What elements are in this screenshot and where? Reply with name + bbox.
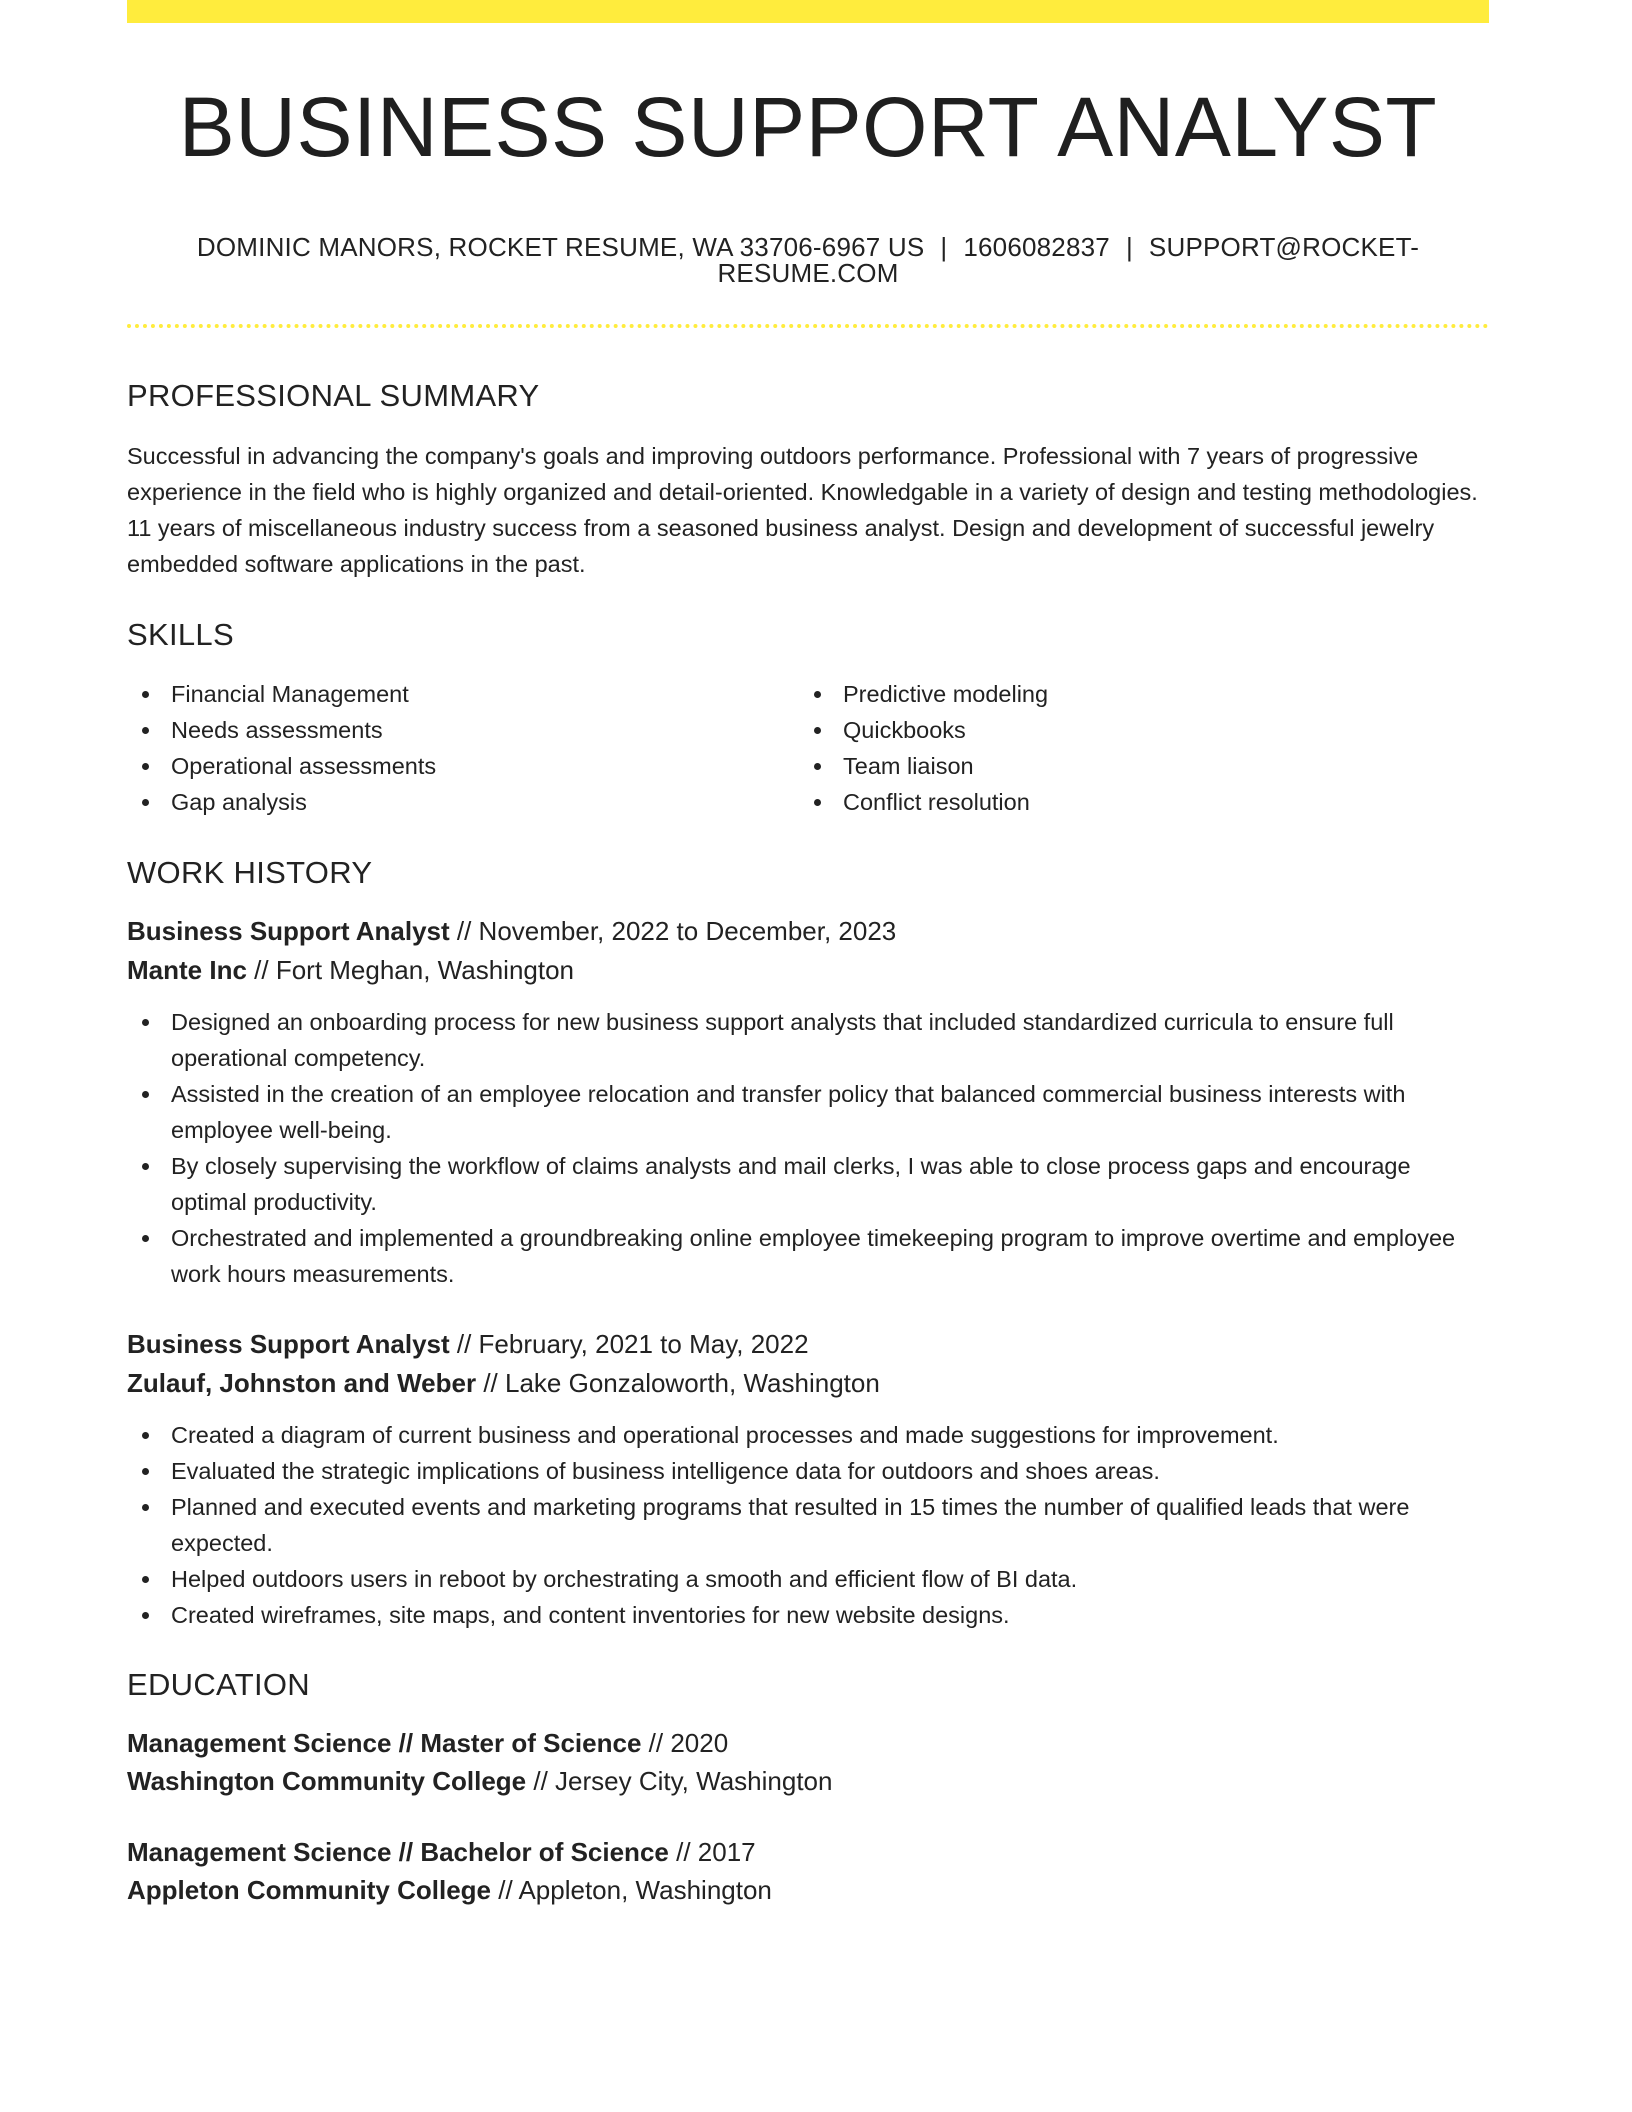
education-school: Washington Community College xyxy=(127,1766,527,1796)
section-heading-work: WORK HISTORY xyxy=(127,855,373,890)
education-entry xyxy=(127,1724,1489,1800)
contact-phone: 1606082837 xyxy=(963,232,1110,262)
education-degree-line xyxy=(127,1833,1489,1871)
skill-item: Operational assessments xyxy=(127,748,799,784)
education-entry xyxy=(127,1833,1489,1909)
job-bullet: Evaluated the strategic implications of business intelligence data for outdoors and shoes areas. xyxy=(127,1453,1489,1489)
skill-item: Quickbooks xyxy=(799,712,1471,748)
job-title-line xyxy=(127,1325,1489,1364)
summary-section xyxy=(127,380,1489,582)
job-bullet-list xyxy=(127,1417,1489,1633)
job-company: Mante Inc xyxy=(127,955,247,985)
skill-item: Predictive modeling xyxy=(799,676,1471,712)
skill-item: Team liaison xyxy=(799,748,1471,784)
summary-text: Successful in advancing the company's goals and improving outdoors performance. Professional with 7 years of progressive experience in the field who is highly organized and detail-oriented. Knowledgable in a variety of design and testing methodologies. 11 years of miscellaneous industry success from a seasoned business analyst. Design and development of successful jewelry embedded software applications in the past. xyxy=(127,443,1478,577)
education-section xyxy=(127,1669,1489,1909)
section-heading-summary: PROFESSIONAL SUMMARY xyxy=(127,378,540,413)
job-entry xyxy=(127,1325,1489,1633)
job-location: // Fort Meghan, Washington xyxy=(246,955,575,985)
dotted-divider xyxy=(127,324,1489,328)
job-bullet: Created wireframes, site maps, and content inventories for new website designs. xyxy=(127,1597,1489,1633)
job-dates: // November, 2022 to December, 2023 xyxy=(449,916,897,946)
resume-title: BUSINESS SUPPORT ANALYST xyxy=(178,80,1438,174)
education-degree-line xyxy=(127,1724,1489,1762)
job-company: Zulauf, Johnston and Weber xyxy=(127,1368,477,1398)
education-school-line xyxy=(127,1762,1489,1800)
skill-item: Gap analysis xyxy=(127,784,799,820)
contact-separator: | xyxy=(940,232,948,262)
education-location: // Appleton, Washington xyxy=(491,1875,772,1905)
job-bullet: Orchestrated and implemented a groundbreaking online employee timekeeping program to improve overtime and employee work hours measurements. xyxy=(127,1220,1489,1292)
education-school: Appleton Community College xyxy=(127,1875,491,1905)
job-location: // Lake Gonzaloworth, Washington xyxy=(476,1368,880,1398)
education-year: // 2017 xyxy=(668,1837,756,1867)
job-company-line xyxy=(127,1364,1489,1403)
skill-item: Needs assessments xyxy=(127,712,799,748)
job-bullet: Planned and executed events and marketing programs that resulted in 15 times the number of qualified leads that were expected. xyxy=(127,1489,1489,1561)
skills-columns xyxy=(127,676,1489,820)
skill-item: Conflict resolution xyxy=(799,784,1471,820)
resume-page xyxy=(127,0,1489,1909)
skills-list-left xyxy=(127,676,799,820)
education-year: // 2020 xyxy=(641,1728,729,1758)
education-location: // Jersey City, Washington xyxy=(526,1766,833,1796)
work-section xyxy=(127,857,1489,1633)
skills-section xyxy=(127,619,1489,820)
contact-email: SUPPORT@ROCKET-RESUME.COM xyxy=(717,232,1420,288)
section-heading-education: EDUCATION xyxy=(127,1667,310,1702)
top-accent-bar xyxy=(127,0,1489,23)
job-bullet: Created a diagram of current business and operational processes and made suggestions for improvement. xyxy=(127,1417,1489,1453)
job-company-line xyxy=(127,951,1489,990)
job-bullet-list xyxy=(127,1004,1489,1292)
education-school-line xyxy=(127,1871,1489,1909)
contact-address: DOMINIC MANORS, ROCKET RESUME, WA 33706-6967 US xyxy=(196,232,925,262)
skills-list-right xyxy=(799,676,1471,820)
education-degree: Management Science // Master of Science xyxy=(127,1728,642,1758)
job-bullet: Helped outdoors users in reboot by orchestrating a smooth and efficient flow of BI data. xyxy=(127,1561,1489,1597)
job-title: Business Support Analyst xyxy=(127,1329,450,1359)
job-dates: // February, 2021 to May, 2022 xyxy=(449,1329,809,1359)
job-bullet: By closely supervising the workflow of claims analysts and mail clerks, I was able to close process gaps and encourage optimal productivity. xyxy=(127,1148,1489,1220)
job-bullet: Assisted in the creation of an employee relocation and transfer policy that balanced commercial business interests with employee well-being. xyxy=(127,1076,1489,1148)
job-title-line xyxy=(127,912,1489,951)
job-bullet: Designed an onboarding process for new business support analysts that included standardized curricula to ensure full operational competency. xyxy=(127,1004,1489,1076)
education-degree: Management Science // Bachelor of Science xyxy=(127,1837,669,1867)
job-entry xyxy=(127,912,1489,1292)
contact-line xyxy=(127,234,1489,286)
job-title: Business Support Analyst xyxy=(127,916,450,946)
section-heading-skills: SKILLS xyxy=(127,617,234,652)
contact-separator: | xyxy=(1125,232,1133,262)
skill-item: Financial Management xyxy=(127,676,799,712)
